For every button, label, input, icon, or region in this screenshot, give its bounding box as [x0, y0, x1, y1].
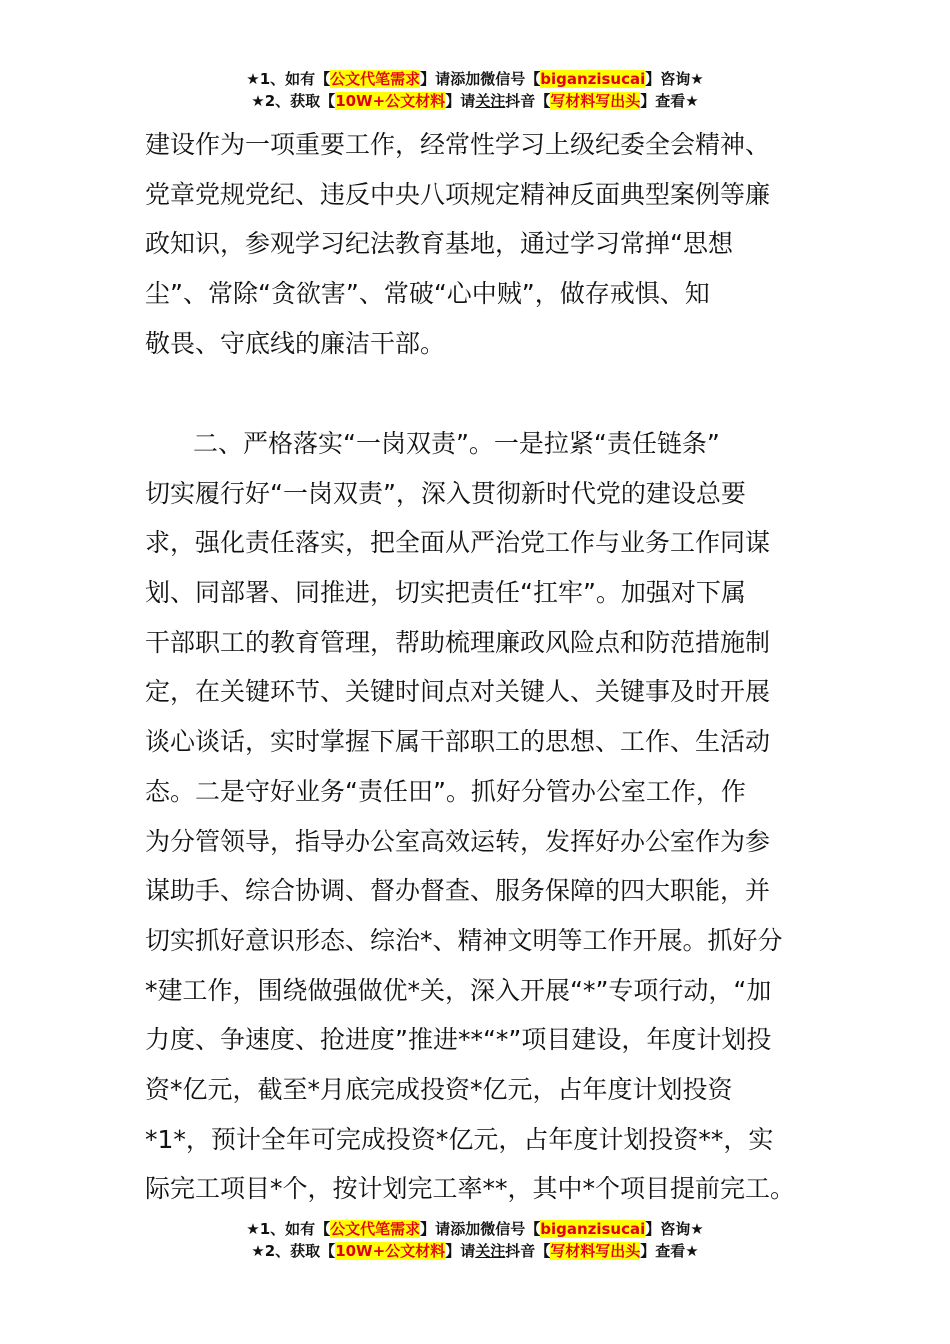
banner-line-2 [0, 90, 950, 112]
banner-text: 抖音【 [505, 92, 551, 110]
banner-text: ★2、获取【 [251, 92, 336, 110]
text-line: 力度、争速度、抢进度”推进**“*”项目建设，年度计划投 [145, 1025, 772, 1055]
banner-line-1 [0, 68, 950, 90]
text-line: 尘”、常除“贪欲害”、常破“心中贼”，做存戒惧、知 [145, 279, 710, 309]
banner-text: 微信号【 [480, 1220, 541, 1238]
banner-highlight: 公文代笔需求 [330, 1220, 421, 1238]
text-line: 际完工项目*个，按计划完工率**，其中*个项目提前完工。 [145, 1174, 796, 1204]
top-banner [0, 68, 950, 112]
text-line: 谈心谈话，实时掌握下属干部职工的思想、工作、生活动 [145, 727, 771, 757]
banner-highlight: 写材料写出头 [550, 1242, 641, 1260]
banner-text: 】请 [445, 1242, 476, 1260]
banner-highlight: 公文代笔需求 [330, 70, 421, 88]
paragraph-1 [145, 120, 817, 368]
text-line: 党章党规党纪、违反中央八项规定精神反面典型案例等廉 [145, 179, 771, 209]
text-line: 切实履行好“一岗双责”，深入贯彻新时代党的建设总要 [145, 478, 746, 508]
banner-highlight: biganzisucai [540, 70, 646, 88]
text-line: 政知识，参观学习纪法教育基地，通过学习常掸“思想 [145, 229, 733, 259]
banner-line-1 [0, 1218, 950, 1240]
banner-text: 】查看★ [640, 1242, 699, 1260]
banner-highlight: 10W+公文材料 [335, 92, 446, 110]
banner-text: ★1、如有【 [246, 70, 331, 88]
text-line: 资*亿元，截至*月底完成投资*亿元，占年度计划投资 [145, 1074, 733, 1104]
text-line: 定，在关键环节、关键时间点对关键人、关键事及时开展 [145, 677, 771, 707]
banner-text: 微信号【 [480, 70, 541, 88]
banner-line-2 [0, 1240, 950, 1262]
text-line: 态。二是守好业务“责任田”。抓好分管办公室工作，作 [145, 776, 746, 806]
banner-text: 】请 [420, 70, 451, 88]
banner-text: ★1、如有【 [246, 1220, 331, 1238]
banner-highlight: biganzisucai [540, 1220, 646, 1238]
banner-text: 】请 [420, 1220, 451, 1238]
bottom-banner [0, 1218, 950, 1262]
banner-text: 】查看★ [640, 92, 699, 110]
banner-highlight: 写材料写出头 [550, 92, 641, 110]
text-line: *1*，预计全年可完成投资*亿元，占年度计划投资**，实 [145, 1124, 774, 1154]
banner-text: 关注 [475, 1242, 506, 1260]
text-line: 划、同部署、同推进，切实把责任“扛牢”。加强对下属 [145, 578, 746, 608]
banner-text: 抖音【 [505, 1242, 551, 1260]
text-line: 敬畏、守底线的廉洁干部。 [145, 328, 446, 358]
banner-text: ★2、获取【 [251, 1242, 336, 1260]
text-line: *建工作，围绕做强做优*关，深入开展“*”专项行动，“加 [145, 975, 772, 1005]
banner-text: 】请 [445, 92, 476, 110]
banner-text: 关注 [475, 92, 506, 110]
banner-text: 添加 [450, 1220, 481, 1238]
text-line: 为分管领导，指导办公室高效运转，发挥好办公室作为参 [145, 826, 771, 856]
banner-highlight: 10W+公文材料 [335, 1242, 446, 1260]
banner-text: 添加 [450, 70, 481, 88]
text-line: 谋助手、综合协调、督办督查、服务保障的四大职能，并 [145, 876, 771, 906]
banner-text: 】咨询★ [645, 1220, 704, 1238]
text-line: 干部职工的教育管理，帮助梳理廉政风险点和防范措施制 [145, 627, 771, 657]
text-line: 求，强化责任落实，把全面从严治党工作与业务工作同谋 [145, 528, 771, 558]
text-line: 建设作为一项重要工作，经常性学习上级纪委全会精神、 [145, 130, 771, 159]
text-line: 二、严格落实“一岗双责”。一是拉紧“责任链条” [193, 429, 720, 458]
banner-text: 】咨询★ [645, 70, 704, 88]
text-line: 切实抓好意识形态、综治*、精神文明等工作开展。抓好分 [145, 925, 783, 955]
paragraph-2 [145, 419, 817, 1214]
